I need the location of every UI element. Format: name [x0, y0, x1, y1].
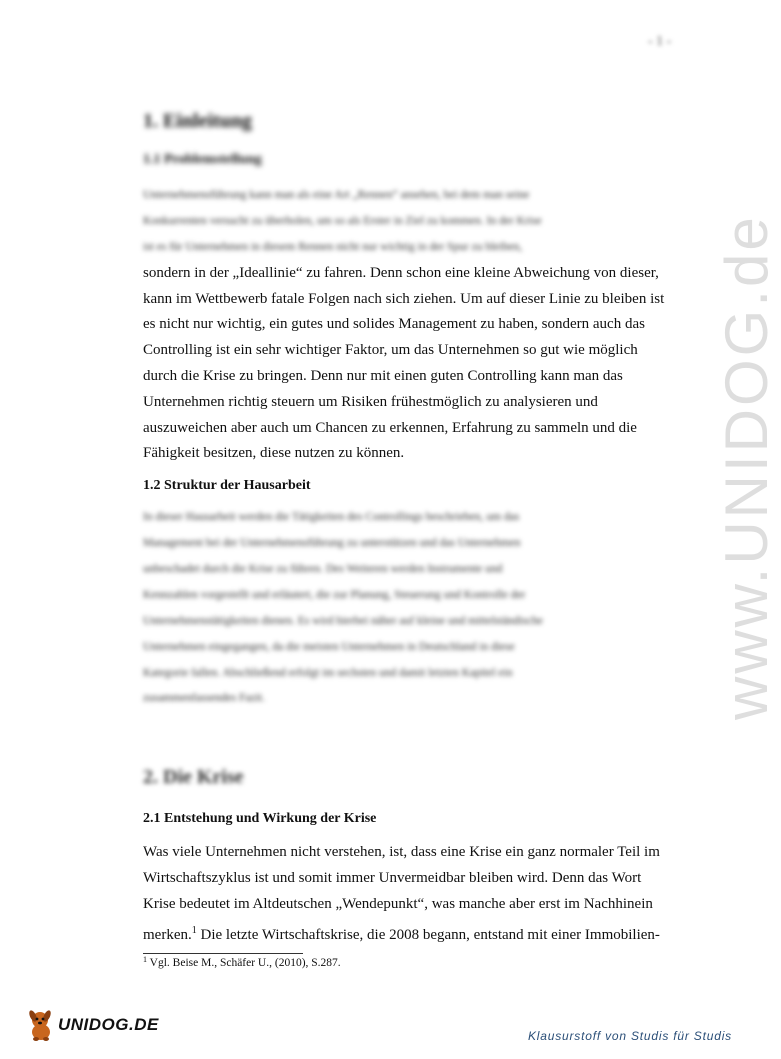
text-line: zusammenfassendes Fazit. — [143, 692, 265, 705]
text-fragment: merken. — [143, 926, 192, 943]
text-line: Fähigkeit besitzen, diese nutzen zu können. — [143, 445, 405, 462]
text-line: Krise bedeutet im Altdeutschen „Wendepunkt“, was manche aber erst im Nachhinein — [143, 895, 653, 912]
paragraph-1-1 — [143, 261, 670, 467]
footnote — [143, 955, 670, 969]
text-line: sondern in der „Ideallinie“ zu fahren. Denn schon eine kleine Abweichung von dieser, — [143, 264, 659, 281]
text-line: Unternehmenstätigkeiten dienen. Es wird hierbei näher auf kleine und mittelständische — [143, 614, 543, 627]
text-line: Wirtschaftszyklus ist und somit immer Unvermeidbar bleiben wird. Denn das Wort — [143, 870, 642, 887]
text-line — [143, 918, 670, 949]
text-line: Was viele Unternehmen nicht verstehen, ist, dass eine Krise ein ganz normaler Teil im — [143, 844, 660, 861]
section-2-heading: 2. Die Krise — [143, 766, 244, 789]
text-fragment: Die letzte Wirtschaftskrise, die 2008 begann, entstand mit einer Immobilien- — [196, 926, 660, 943]
logo-text: UNIDOG.DE — [58, 1015, 159, 1034]
text-line: Unternehmen eingegangen, da die meisten Unternehmen in Deutschland in diese — [143, 640, 515, 653]
paragraph-1-2-blurred — [143, 505, 670, 712]
footnote-reference[interactable]: 1 — [191, 924, 197, 936]
text-line: auszuweichen aber auch um Chancen zu erkennen, Erfahrung zu sammeln und die — [143, 419, 637, 436]
text-line: es nicht nur wichtig, ein gutes und solides Management zu haben, sondern auch das — [143, 316, 645, 333]
page-number: - 1 - — [648, 34, 672, 49]
dog-mascot-icon — [26, 1008, 56, 1042]
text-line: unbeschadet durch die Krise zu führen. Des Weiteren werden Instrumente und — [143, 562, 503, 575]
text-line: Management bei der Unternehmensführung zu unterstützen und das Unternehmen — [143, 537, 521, 549]
paragraph-1-1-blurred — [143, 183, 670, 261]
text-line: durch die Krise zu bringen. Denn nur mit einen guten Controlling kann man das — [143, 367, 623, 384]
section-1-2-heading: 1.2 Struktur der Hausarbeit — [143, 478, 311, 494]
text-line: ist es für Unternehmen in diesem Rennen nicht nur wichtig in der Spur zu bleiben, — [143, 240, 523, 253]
document-body — [143, 104, 670, 969]
footnote-divider — [143, 953, 303, 954]
footnote-marker: 1 — [143, 954, 147, 964]
section-2-1-heading: 2.1 Entstehung und Wirkung der Krise — [143, 811, 377, 827]
text-line: Unternehmen richtig steuern um Risiken frühestmöglich zu analysieren und — [143, 393, 598, 410]
text-line: Kennzahlen vorgestellt und erläutert, die zur Planung, Steuerung und Kontrolle der — [143, 588, 526, 601]
section-1-heading: 1. Einleitung — [143, 110, 252, 132]
text-line: kann im Wettbewerb fatale Folgen nach sich ziehen. Um auf dieser Linie zu bleiben ist — [143, 290, 665, 307]
paragraph-2-1 — [143, 840, 670, 948]
text-line: In dieser Hausarbeit werden die Tätigkeiten des Controllings beschrieben, um das — [143, 511, 520, 524]
text-line: Kategorie fallen. Abschließend erfolgt im sechsten und damit letzten Kapitel ein — [143, 666, 513, 679]
footnote-text: Vgl. Beise M., Schäfer U., (2010), S.287. — [147, 956, 341, 969]
text-line: Controlling ist ein sehr wichtiger Faktor, um das Unternehmen so gut wie möglich — [143, 342, 638, 359]
text-line: Unternehmensführung kann man als eine Art „Rennen“ ansehen, bei dem man seine — [143, 189, 530, 201]
section-1-1-heading: 1.1 Problemstellung — [143, 152, 262, 167]
unidog-logo[interactable] — [26, 1008, 159, 1042]
watermark: www.UNIDOG.de — [713, 214, 780, 720]
footer-tagline: Klausurstoff von Studis für Studis — [528, 1029, 732, 1043]
text-line: Konkurrenten versucht zu überholen, um so als Erster in Ziel zu kommen. In der Krise — [143, 214, 542, 227]
